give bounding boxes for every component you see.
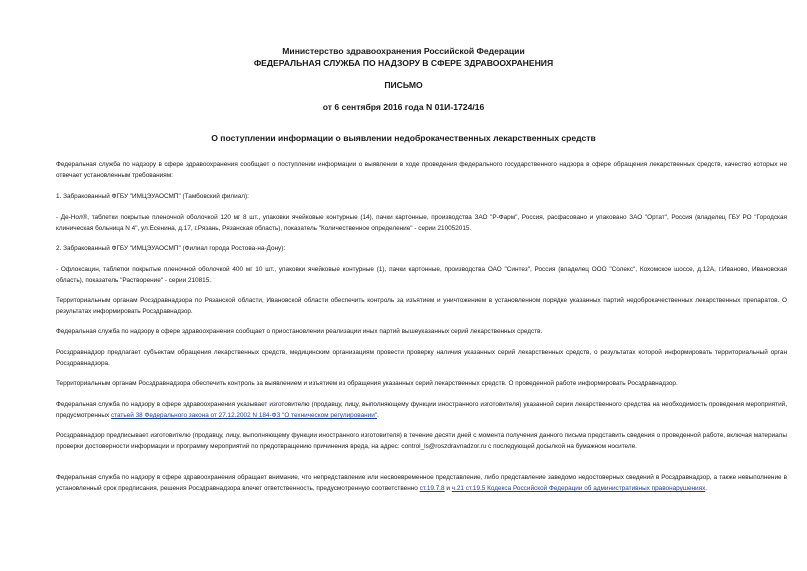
document-title: О поступлении информации о выявлении недоброкачественных лекарственных средств <box>211 133 596 143</box>
law-article-38-link[interactable]: статьей 38 Федерального закона от 27.12.2002 N 184-ФЗ "О техническом регулировании" <box>110 412 378 420</box>
paragraph-territorial-control: Территориальным органам Росздравнадзора по Рязанской области, Ивановской области обеспечить контроль за изъятием и уничтожением в установленном порядке указанных партий недоброкачественных лекарственных препаратов. О результатах информировать Росздравнадзор. <box>56 297 787 316</box>
document-date-number: от 6 сентября 2016 года N 01И-1724/16 <box>322 102 485 112</box>
paragraph-manufacturer-notice-text: Федеральная служба по надзору в сфере здравоохранения указывает изготовителю (продавцу, лицу, выполняющему функции иностранного изготовителя) указанной серии лекарственного средства на необходимость проведения мероприятий, предусмотренных <box>56 401 787 420</box>
paragraph-liability <box>39 472 787 494</box>
paragraph-withdrawal-control: Территориальным органам Росздравнадзора обеспечить контроль за выявлением и изъятием из обращения указанных серий лекарственных средств. О проведенной работе информировать Росздравнадзор. <box>56 380 678 387</box>
paragraph-liability-and: и <box>446 485 450 493</box>
paragraph-manufacturer-notice-end: . <box>377 412 379 420</box>
code-article-19-7-8-link[interactable]: ст.19.7.8 <box>419 485 445 493</box>
paragraph-manufacturer-notice <box>39 399 787 421</box>
paragraph-item-1-detail: - Де-Нол®, таблетки покрытые пленочной оболочкой 120 мг 8 шт., упаковки ячейковые контурные (14), пачки картонные, производства ЗАО "Р-Фарм", Россия, расфасовано и упаковано ЗАО "Ортат", Россия (владелец ГБУ РО "Городская клиническая больница N 4", ул.Есенина, д.17, г.Рязань, Рязанская область), показатель "Количественное определение" - серии 210052015. <box>56 214 787 233</box>
service-name: ФЕДЕРАЛЬНАЯ СЛУЖБА ПО НАДЗОРУ В СФЕРЕ ЗДРАВООХРАНЕНИЯ <box>253 58 554 68</box>
paragraph-intro: Федеральная служба по надзору в сфере здравоохранения сообщает о поступлении информации о выявлении в ходе проведения федерального государственного надзора в сфере обращения лекарственных средств, качество которых не отвечает установленным требованиям: <box>56 161 787 180</box>
paragraph-suspension: Федеральная служба по надзору в сфере здравоохранения сообщает о приостановлении реализации иных партий вышеуказанных серий лекарственных средств. <box>56 328 543 335</box>
document-type: ПИСЬМО <box>384 80 423 90</box>
paragraph-item-2-detail: - Офлоксацин, таблетки покрытые пленочной оболочкой 400 мг 10 шт., упаковки ячейковые контурные (1), пачки картонные, производства ОАО "Синтез", Россия (владелец ООО "Солекс", Кохомское шоссе, д.12А, г.Иваново, Ивановская область), показатель "Растворение" - серии 210815. <box>56 266 787 285</box>
code-article-19-5-link[interactable]: ч.21 ст.19.5 Кодекса Российской Федерации об административных правонарушениях <box>451 485 706 493</box>
paragraph-item-2-heading: 2. Забракованный ФГБУ "ИМЦЭУАОСМП" (Филиал города Ростова-на-Дону): <box>56 245 286 252</box>
ministry-name: Министерство здравоохранения Российской Федерации <box>282 46 525 56</box>
paragraph-liability-text: Федеральная служба по надзору в сфере здравоохранения обращает внимание, что непредставление или несвоевременное представление, либо представление заведомо недостоверных сведений в Росздравнадзор, а также невыполнение в установленный срок предписания, решения Росздравнадзора влечет ответственность, предусмотренную соответственно <box>56 474 787 493</box>
paragraph-liability-end: . <box>705 485 708 493</box>
paragraph-order: Росздравнадзор предписывает изготовителю (продавцу, лицу, выполняющему функции иностранного изготовителя) в течение десяти дней с момента получения данного письма представить сведения о проведенной работе, включая материалы проверки достоверности информации и программу мероприятий по предотвращению причинения вреда, на адрес: control_ls@roszdravnadzor.ru с последующей досылкой на бумажном носителе. <box>56 432 787 451</box>
paragraph-item-1-heading: 1. Забракованный ФГБУ "ИМЦЭУАОСМП" (Тамбовский филиал): <box>56 193 249 200</box>
paragraph-check-proposal: Росздравнадзор предлагает субъектам обращения лекарственных средств, медицинским организациям провести проверку наличия указанных серий лекарственных средств, о результатах которой информировать территориальный орган Росздравнадзора. <box>56 349 787 368</box>
